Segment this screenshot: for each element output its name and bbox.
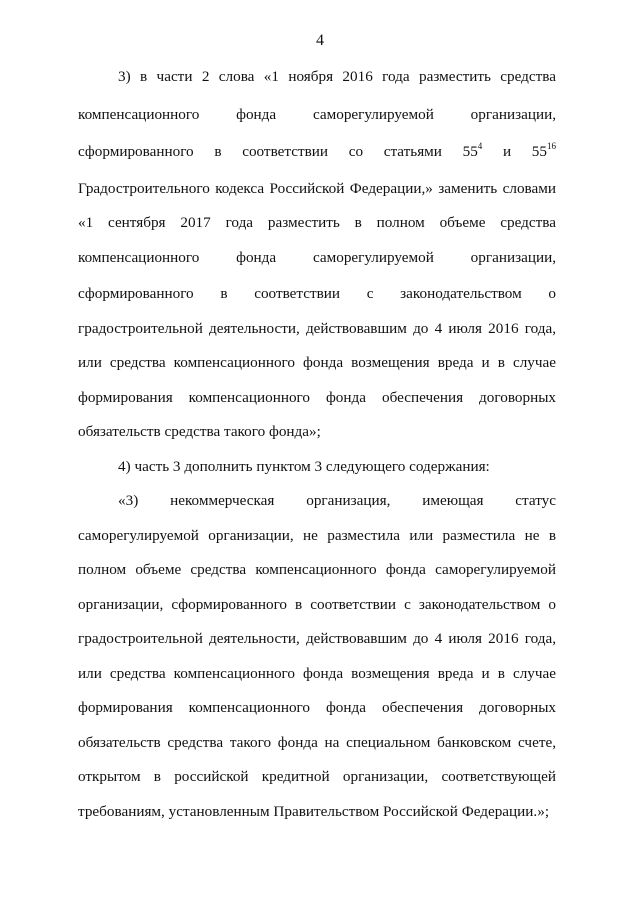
paragraph-3-line-6: компенсационного фонда саморегулируемой организации, xyxy=(78,249,556,266)
paragraph-3-line-1: 3) в части 2 слова «1 ноября 2016 года разместить средства xyxy=(118,68,556,85)
page-number: 4 xyxy=(316,32,324,49)
paragraph-5-line-1: «3) некоммерческая организация, имеющая статус xyxy=(118,492,556,509)
superscript-4: 4 xyxy=(477,141,483,151)
paragraph-3-line-3-mid: и 55 xyxy=(482,143,547,160)
paragraph-3-line-3-text: сформированного в соответствии со статьями 55 xyxy=(78,143,478,160)
superscript-16: 16 xyxy=(546,141,556,151)
paragraph-5-line-4: организации, сформированного в соответствии с законодательством о xyxy=(78,596,556,613)
paragraph-3-line-10: формирования компенсационного фонда обеспечения договорных xyxy=(78,389,556,406)
paragraph-5-line-2: саморегулируемой организации, не разместила или разместила не в xyxy=(78,527,556,544)
paragraph-5-line-8: обязательств средства такого фонда на специальном банковском счете, xyxy=(78,734,556,751)
paragraph-3-line-7: сформированного в соответствии с законодательством о xyxy=(78,285,556,302)
paragraph-4: 4) часть 3 дополнить пунктом 3 следующего содержания: xyxy=(118,458,490,475)
paragraph-5-line-10: требованиям, установленным Правительством Российской Федерации.»; xyxy=(78,803,550,820)
paragraph-5-line-3: полном объеме средства компенсационного фонда саморегулируемой xyxy=(78,561,556,578)
paragraph-5-line-6: или средства компенсационного фонда возмещения вреда и в случае xyxy=(78,665,556,682)
paragraph-3-line-8: градостроительной деятельности, действовавшим до 4 июля 2016 года, xyxy=(78,320,556,337)
paragraph-5-line-9: открытом в российской кредитной организации, соответствующей xyxy=(78,768,556,785)
paragraph-3-line-9: или средства компенсационного фонда возмещения вреда и в случае xyxy=(78,354,556,371)
paragraph-5-line-7: формирования компенсационного фонда обеспечения договорных xyxy=(78,699,556,716)
paragraph-3-line-3 xyxy=(78,143,556,161)
paragraph-3-line-5: «1 сентября 2017 года разместить в полном объеме средства xyxy=(78,214,556,231)
paragraph-5-line-5: градостроительной деятельности, действовавшим до 4 июля 2016 года, xyxy=(78,630,556,647)
paragraph-3-line-4: Градостроительного кодекса Российской Федерации,» заменить словами xyxy=(78,180,556,197)
paragraph-3-line-2: компенсационного фонда саморегулируемой организации, xyxy=(78,106,556,123)
paragraph-3-line-11: обязательств средства такого фонда»; xyxy=(78,423,321,440)
